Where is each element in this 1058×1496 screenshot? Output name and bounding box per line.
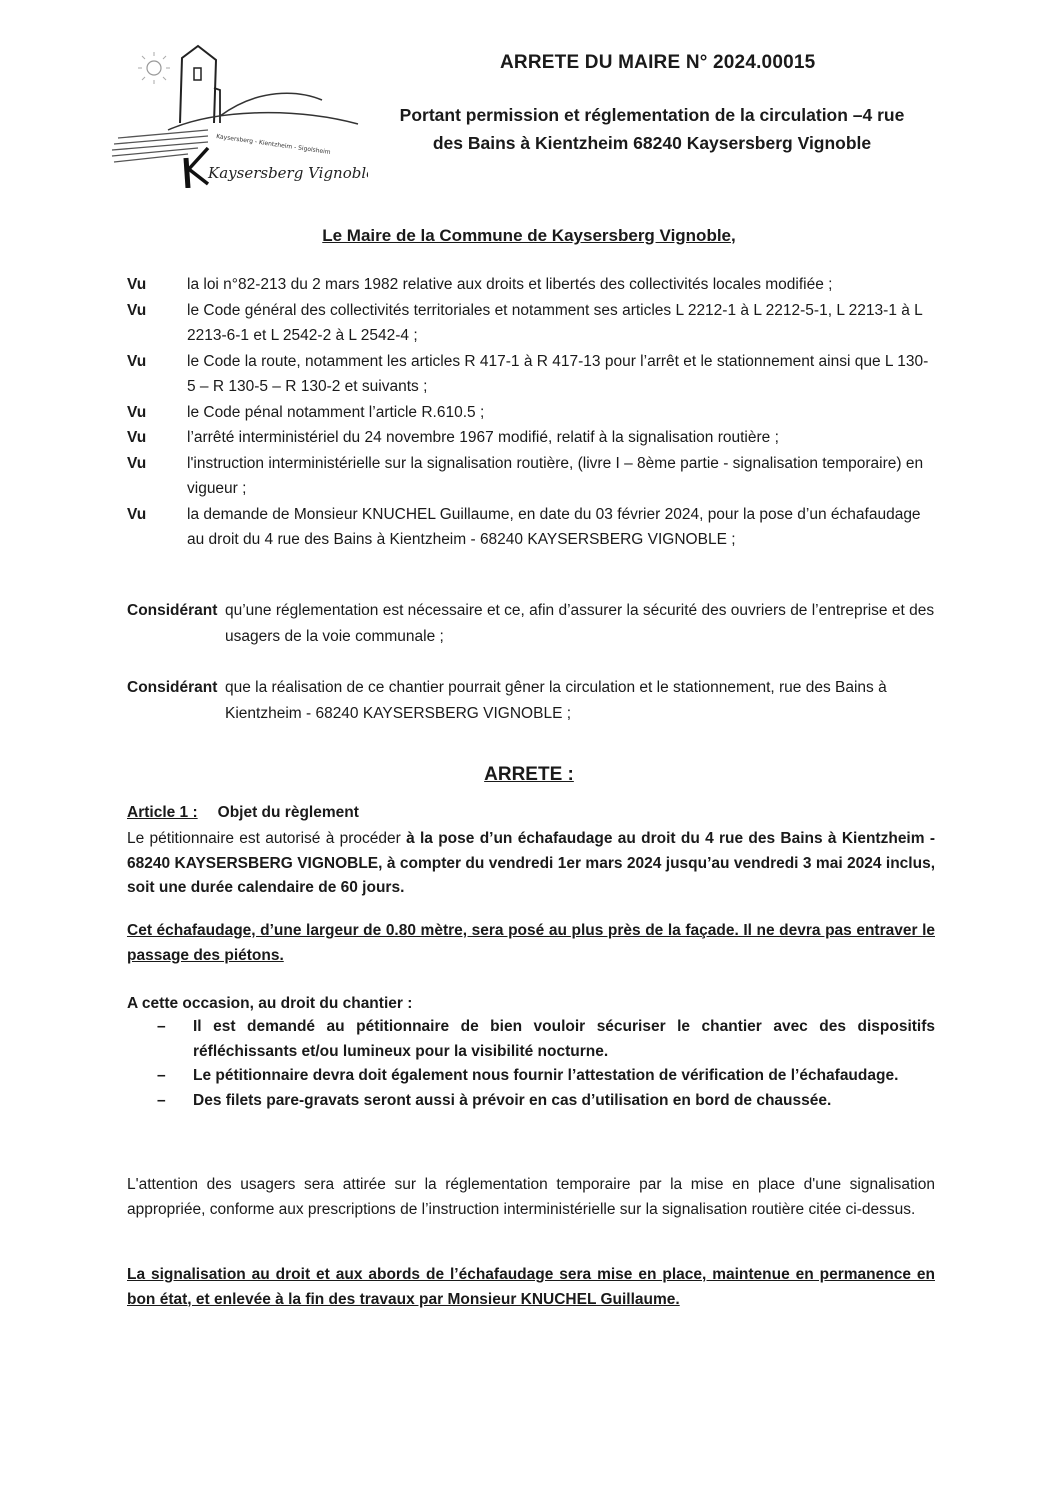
vu-label: Vu xyxy=(127,352,147,370)
attention-paragraph: L'attention des usagers sera attirée sur la réglementation temporaire par la mise en place d'une signalisation appropriée, conforme aux prescriptions de l’instruction interministérielle sur la signalisation routière citée ci-dessus. xyxy=(127,1176,935,1218)
occasion-text: A cette occasion, au droit du chantier : xyxy=(127,995,413,1012)
vu-list xyxy=(127,272,935,553)
vu-text: l'instruction interministérielle sur la signalisation routière, (livre I – 8ème partie - signalisation temporaire) en vigueur ; xyxy=(187,454,924,497)
vu-item xyxy=(127,451,935,502)
vu-item xyxy=(127,400,935,426)
article-1-intro xyxy=(127,827,935,901)
intro-bold-text: à la pose d’un échafaudage au droit du 4 rue des Bains à Kientzheim - 68240 KAYSERSBERG VIGNOBLE, à compter du vendredi 1er mars 2024 jusqu’au vendredi 3 mai 2024 inclus, soit une durée calendaire de 60 jours. xyxy=(127,830,935,896)
list-item xyxy=(157,1064,935,1089)
vu-text: le Code pénal notamment l’article R.610.5 ; xyxy=(187,403,485,421)
arrete-heading: ARRETE : xyxy=(484,764,574,785)
dash-bullet: – xyxy=(157,1067,166,1084)
logo-small-text: Kaysersberg - Kientzheim - Sigolsheim xyxy=(215,133,332,157)
subtitle-line-2: des Bains à Kientzheim 68240 Kaysersberg Vignoble xyxy=(432,133,872,153)
article-1-title: Objet du règlement xyxy=(217,804,359,821)
vu-label: Vu xyxy=(127,505,147,523)
kaysersberg-vignoble-logo xyxy=(108,38,368,188)
logo-text: Kaysersberg Vignoble xyxy=(208,164,368,182)
vu-label: Vu xyxy=(127,454,147,472)
vu-label: Vu xyxy=(127,276,147,293)
maire-heading: Le Maire de la Commune de Kaysersberg Vignoble, xyxy=(322,226,736,245)
vu-item xyxy=(127,502,935,553)
measures-list xyxy=(157,1015,935,1113)
subtitle-line-1: Portant permission et réglementation de la circulation –4 rue xyxy=(399,105,905,125)
article-1-heading xyxy=(127,804,359,822)
arrete-title: ARRETE DU MAIRE N° 2024.00015 xyxy=(500,52,816,73)
arrete-subtitle xyxy=(362,101,942,157)
list-item-text: Des filets pare-gravats seront aussi à prévoir en cas d’utilisation en bord de chaussée. xyxy=(193,1091,832,1109)
considerant-text: qu’une réglementation est nécessaire et ce, afin d’assurer la sécurité des ouvriers de l’entreprise et des usagers de la voie communale ; xyxy=(225,602,935,645)
considerant-label: Considérant xyxy=(127,679,218,696)
width-note: Cet échafaudage, d’une largeur de 0.80 mètre, sera posé au plus près de la façade. Il ne devra pas entraver le passage des piétons. xyxy=(127,922,935,964)
list-item xyxy=(157,1015,935,1064)
vu-text: la demande de Monsieur KNUCHEL Guillaume, en date du 03 février 2024, pour la pose d’un échafaudage au droit du 4 rue des Bains à Kientzheim - 68240 KAYSERSBERG VIGNOBLE ; xyxy=(187,505,921,548)
vu-item xyxy=(127,272,935,298)
considerant-item xyxy=(127,598,935,649)
signalisation-paragraph: La signalisation au droit et aux abords de l’échafaudage sera mise en place, maintenue en permanence en bon état, et enlevée à la fin des travaux par Monsieur KNUCHEL Guillaume. xyxy=(127,1266,935,1308)
dash-bullet: – xyxy=(157,1018,166,1035)
vu-item xyxy=(127,349,935,400)
vu-text: l’arrêté interministériel du 24 novembre 1967 modifié, relatif à la signalisation routière ; xyxy=(187,429,779,446)
vu-label: Vu xyxy=(127,429,147,446)
vu-item xyxy=(127,298,935,349)
vu-label: Vu xyxy=(127,403,147,421)
vu-label: Vu xyxy=(127,301,147,319)
list-item-text: Le pétitionnaire devra doit également nous fournir l’attestation de vérification de l’échafaudage. xyxy=(193,1067,899,1084)
considerant-label: Considérant xyxy=(127,602,218,619)
considerant-text: que la réalisation de ce chantier pourrait gêner la circulation et le stationnement, rue des Bains à Kientzheim - 68240 KAYSERSBERG VIGNOBLE ; xyxy=(225,679,887,722)
article-1-label: Article 1 : xyxy=(127,804,198,821)
vu-text: le Code général des collectivités territoriales et notamment ses articles L 2212-1 à L 2212-5-1, L 2213-1 à L 2213-6-1 et L 2542-2 à L 2542-4 ; xyxy=(187,301,923,344)
list-item-text: Il est demandé au pétitionnaire de bien vouloir sécuriser le chantier avec des dispositifs réfléchissants et/ou lumineux pour la visibilité nocturne. xyxy=(193,1018,935,1060)
list-item xyxy=(157,1089,935,1114)
intro-text: Le pétitionnaire est autorisé à procéder xyxy=(127,830,407,847)
vu-text: la loi n°82-213 du 2 mars 1982 relative aux droits et libertés des collectivités locales modifiée ; xyxy=(187,276,833,293)
considerant-item xyxy=(127,675,935,726)
dash-bullet: – xyxy=(157,1091,166,1109)
vu-item xyxy=(127,425,935,451)
vu-text: le Code la route, notamment les articles R 417-1 à R 417-13 pour l’arrêt et le stationnement ainsi que L 130-5 – R 130-5 – R 130-2 et suivants ; xyxy=(187,352,929,395)
